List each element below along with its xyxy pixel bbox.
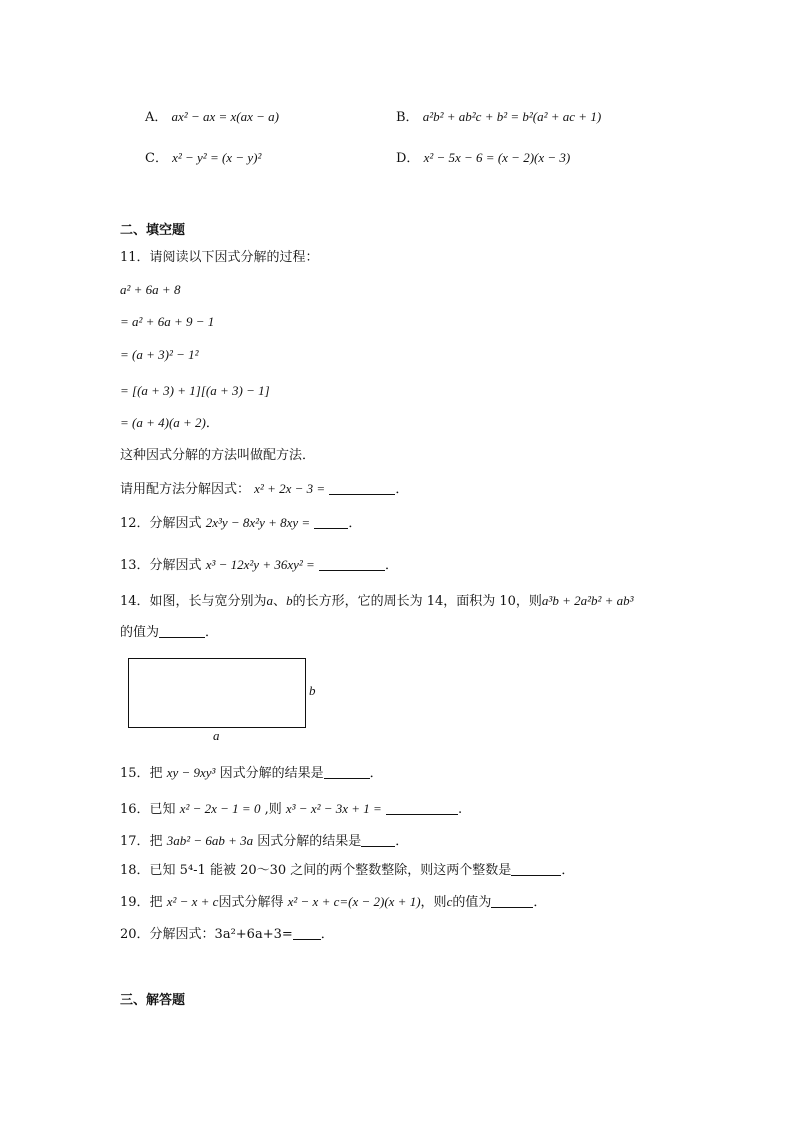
- q19-var-c: c: [446, 894, 453, 909]
- option-d-math: x² − 5x − 6 = (x − 2)(x − 3): [423, 150, 571, 165]
- q14-text-1: 14．如图，长与宽分别为: [120, 594, 267, 609]
- q17-end: ．: [395, 834, 409, 849]
- q13-prefix: 13．分解因式: [120, 558, 202, 573]
- q18-answer-blank[interactable]: [511, 863, 561, 876]
- q19-prefix: 19．把: [120, 895, 163, 910]
- q17-prefix: 17．把: [120, 834, 163, 849]
- q15-answer-blank[interactable]: [324, 766, 370, 779]
- q11-note: 这种因式分解的方法叫做配方法．: [120, 448, 316, 463]
- q16-answer-blank[interactable]: [386, 802, 458, 815]
- q11-step-2: = a² + 6a + 9 − 1: [120, 314, 215, 329]
- q17: [120, 832, 408, 851]
- option-d: [396, 149, 570, 168]
- q11-step-5-row: [120, 414, 219, 433]
- option-c: [145, 149, 261, 168]
- q11-end: ．: [395, 482, 409, 497]
- section-heading-fill-in: 二、填空题: [120, 223, 186, 238]
- option-a: [145, 108, 279, 127]
- q15-prefix: 15．把: [120, 766, 163, 781]
- q11-step-end: ．: [205, 416, 219, 431]
- option-b-label: B．: [396, 110, 419, 125]
- q13-end: ．: [384, 558, 398, 573]
- q11-intro: 11．请阅读以下因式分解的过程：: [120, 250, 319, 265]
- q20-answer-blank[interactable]: [293, 927, 321, 940]
- q16-end: .: [457, 802, 463, 817]
- q16: [120, 800, 462, 819]
- q16-prefix: 16．已知: [120, 802, 176, 817]
- q11-answer-blank[interactable]: [329, 482, 395, 495]
- q16-math-2: x³ − x² − 3x + 1 =: [285, 801, 382, 816]
- q14-var-a: a: [266, 593, 274, 608]
- q11-step-4: = [(a + 3) + 1][(a + 3) − 1]: [120, 383, 270, 398]
- q12-prefix: 12．分解因式: [120, 516, 202, 531]
- q14-line-2-text: 的值为: [120, 625, 160, 640]
- q13-answer-blank[interactable]: [319, 558, 385, 571]
- option-a-math: ax² − ax = x(ax − a): [171, 109, 279, 124]
- q17-math: 3ab² − 6ab + 3a: [166, 833, 254, 848]
- q14-answer-blank[interactable]: [159, 625, 205, 638]
- q15-math: xy − 9xy³: [166, 765, 216, 780]
- rectangle-figure: [128, 658, 306, 728]
- q19-math-2: x² − x + c=(x − 2)(x + 1): [287, 894, 421, 909]
- q12-end: ．: [348, 516, 362, 531]
- q19-mid-2: ，则: [420, 895, 447, 910]
- rectangle-label-b: b: [309, 683, 316, 698]
- q14-line-2: [120, 624, 218, 642]
- q14-sep: 、: [273, 594, 287, 609]
- q14-line-1: [120, 592, 634, 611]
- q14-text-2: 的长方形，它的周长为 14，面积为 10，则: [292, 594, 542, 609]
- q20-end: ．: [320, 927, 334, 942]
- q12: [120, 514, 361, 533]
- q15: [120, 764, 383, 783]
- q13: [120, 556, 398, 575]
- q19-math-1: x² − x + c: [166, 894, 219, 909]
- option-d-label: D．: [396, 151, 420, 166]
- q14-end: ．: [205, 625, 219, 640]
- q11-ask-math: x² + 2x − 3 =: [254, 481, 326, 496]
- section-heading-solutions: 三、解答题: [120, 993, 186, 1008]
- q19-answer-blank[interactable]: [491, 895, 533, 908]
- q15-suffix: 因式分解的结果是: [219, 766, 324, 781]
- q19-suffix: 的值为: [452, 895, 492, 910]
- option-c-label: C．: [145, 151, 168, 166]
- q18: [120, 862, 574, 880]
- q14-var-b: b: [286, 593, 293, 608]
- q16-mid: ,则: [264, 802, 282, 817]
- q12-math: 2x³y − 8x²y + 8xy =: [205, 515, 311, 530]
- q16-math-1: x² − 2x − 1 = 0: [179, 801, 261, 816]
- option-c-math: x² − y² = (x − y)²: [172, 150, 262, 165]
- q13-math: x³ − 12x²y + 36xy² =: [205, 557, 315, 572]
- option-b-math: a²b² + ab²c + b² = b²(a² + ac + 1): [422, 109, 602, 124]
- q20: [120, 926, 334, 944]
- q15-end: ．: [369, 766, 383, 781]
- q19: [120, 893, 546, 912]
- q17-answer-blank[interactable]: [361, 834, 395, 847]
- q11-step-3: = (a + 3)² − 1²: [120, 347, 199, 362]
- q18-end: ．: [561, 863, 575, 878]
- q19-end: ．: [533, 895, 547, 910]
- q11-ask: [120, 480, 408, 499]
- q20-text: 20．分解因式：3a²+6a+3=: [120, 927, 293, 942]
- q14-math: a³b + 2a²b² + ab³: [541, 593, 634, 608]
- q12-answer-blank[interactable]: [314, 516, 348, 529]
- option-a-label: A．: [145, 110, 168, 125]
- option-b: [396, 108, 601, 127]
- q18-text: 18．已知 5⁴-1 能被 20～30 之间的两个整数整除，则这两个整数是: [120, 863, 512, 878]
- rectangle-label-a: a: [213, 728, 220, 743]
- q17-suffix: 因式分解的结果是: [257, 834, 362, 849]
- q11-step-1: a² + 6a + 8: [120, 282, 181, 297]
- q11-ask-text: 请用配方法分解因式：: [120, 482, 251, 497]
- q19-mid: 因式分解得: [218, 895, 284, 910]
- q11-step-5: = (a + 4)(a + 2): [120, 415, 206, 430]
